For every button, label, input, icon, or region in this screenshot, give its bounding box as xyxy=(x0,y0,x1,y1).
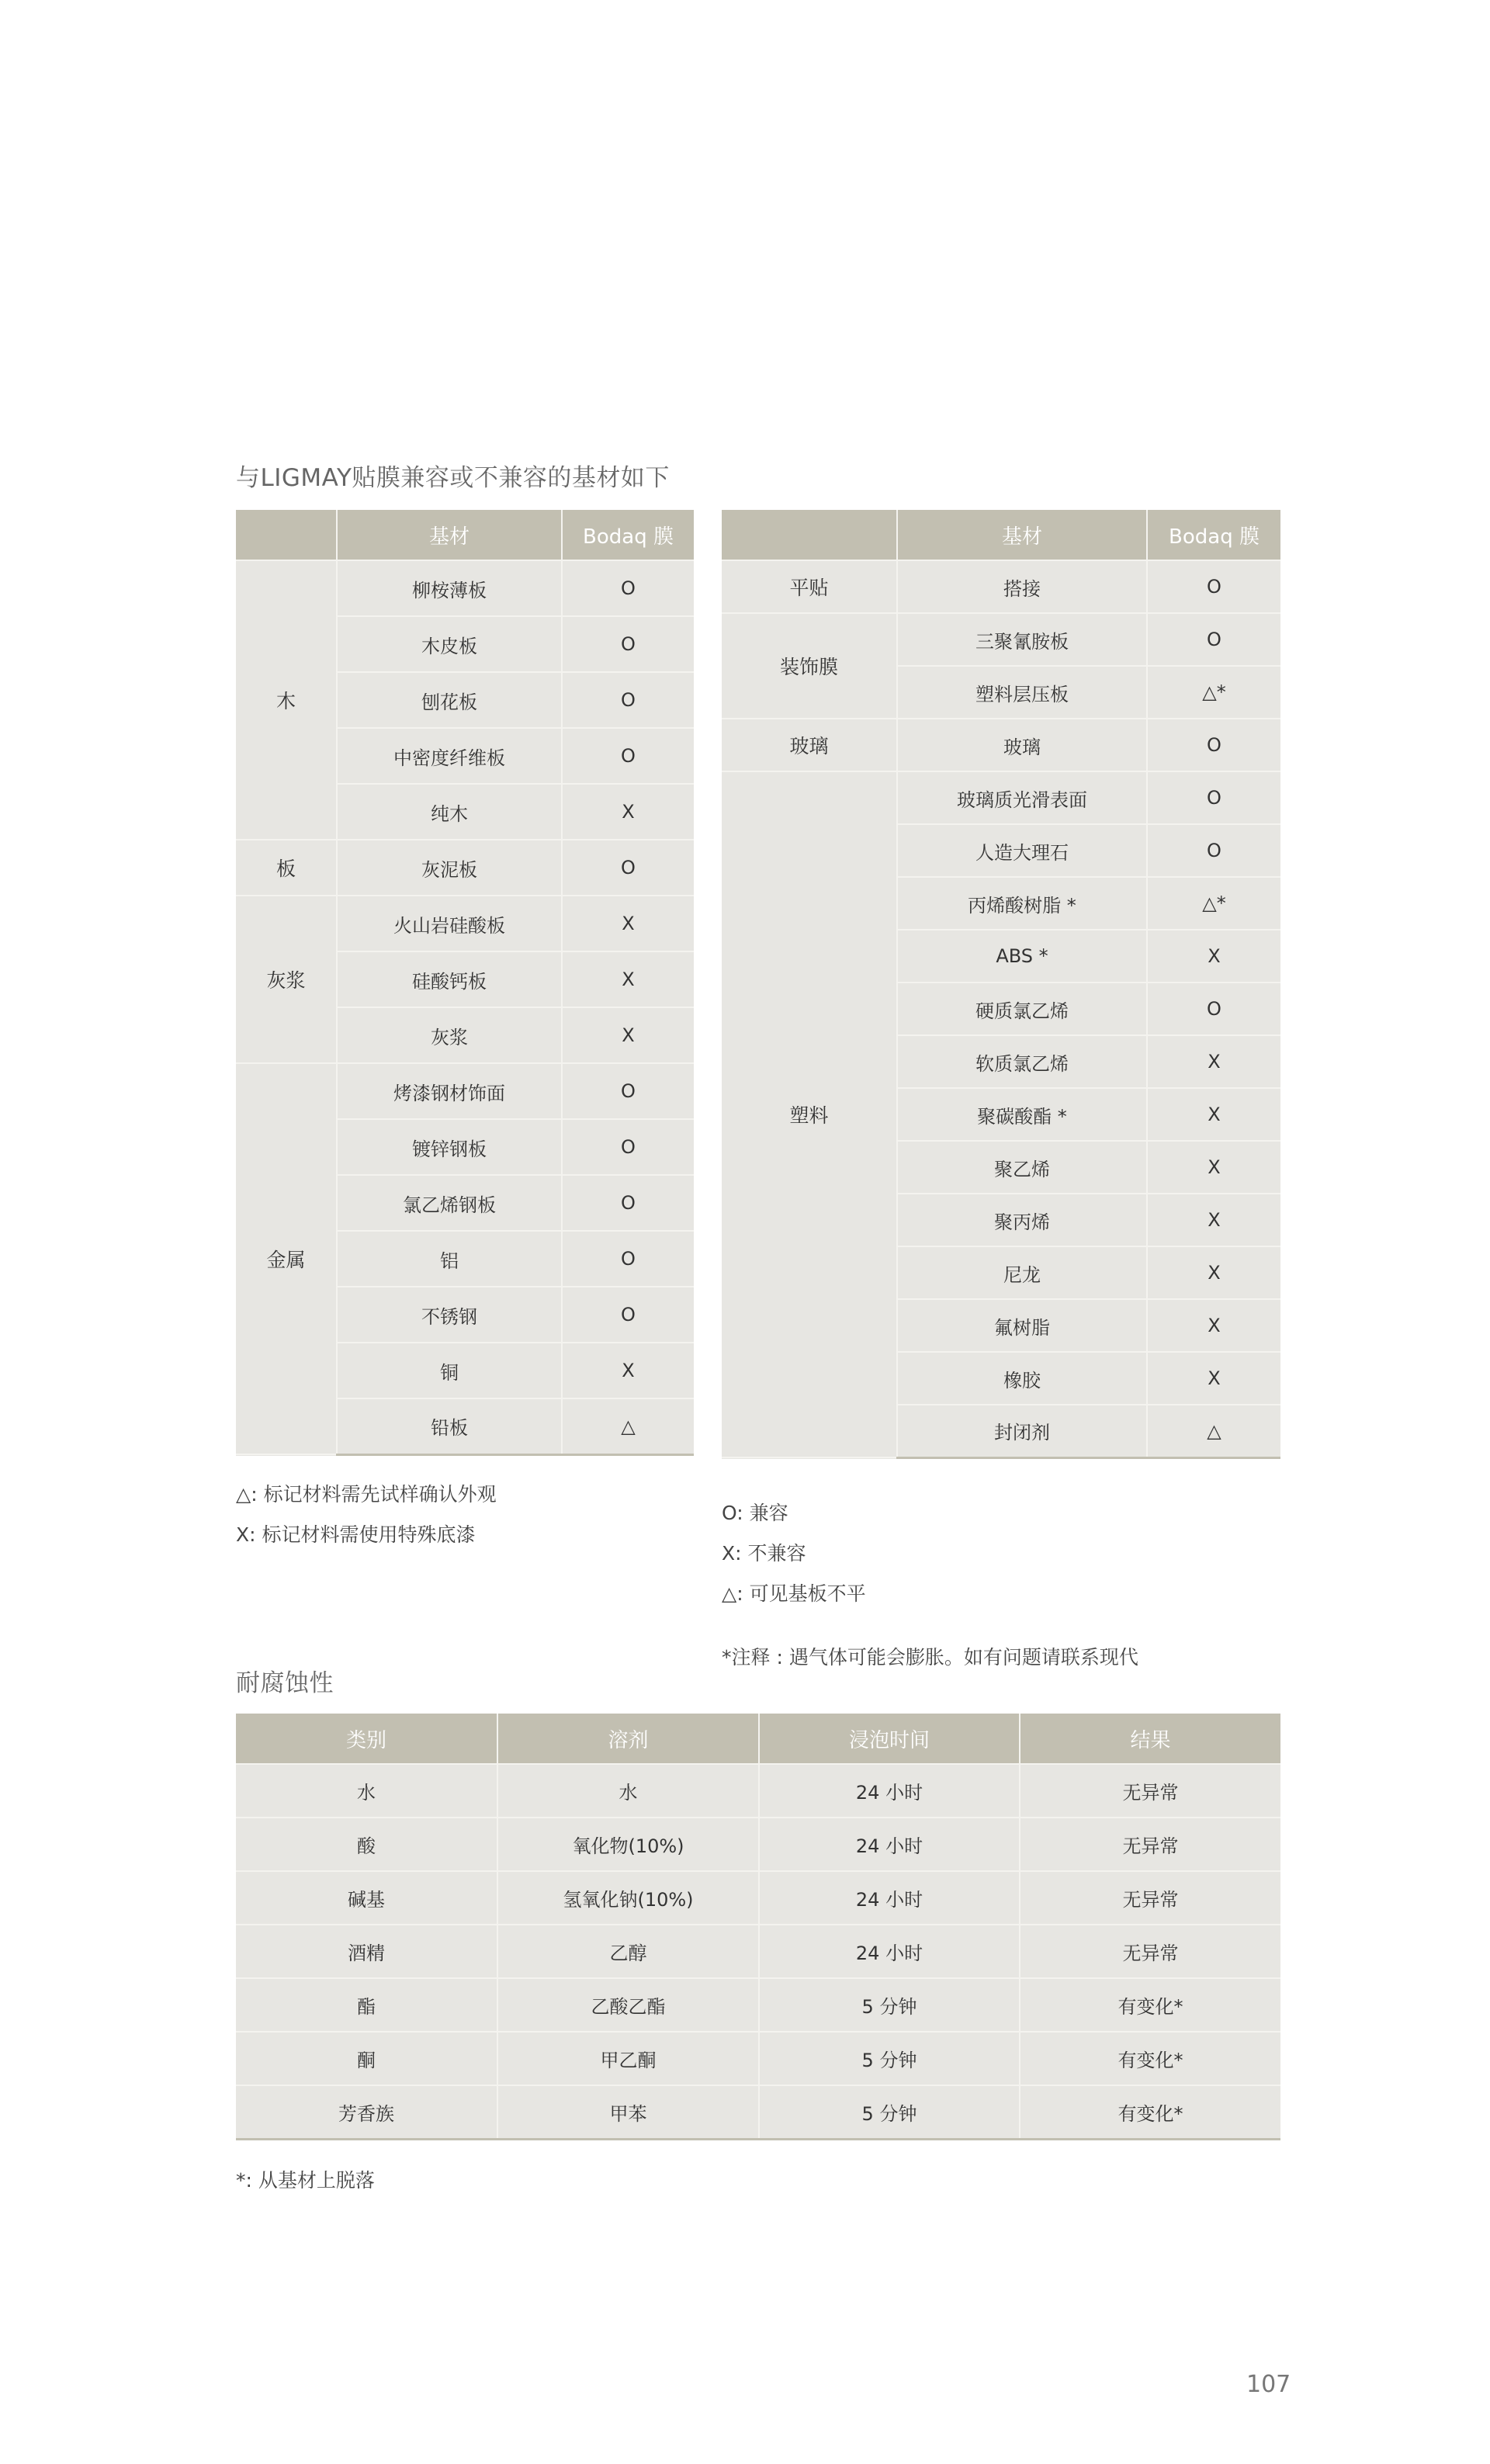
note-right-3: △: 可见基板不平 xyxy=(722,1582,866,1605)
corrosion-row xyxy=(236,1818,1280,1871)
right-row xyxy=(722,560,1280,613)
left-group-cell: 金属 xyxy=(236,1063,337,1454)
note-right-2: X: 不兼容 xyxy=(722,1542,806,1565)
left-compat-mark: X xyxy=(562,784,694,840)
right-group-cell: 平贴 xyxy=(722,560,897,613)
corrosion-result-cell: 有变化* xyxy=(1020,2085,1280,2139)
right-compat-mark: O xyxy=(1147,613,1280,666)
left-compat-table xyxy=(236,510,694,1456)
left-substrate-cell: 烤漆钢材饰面 xyxy=(337,1063,562,1119)
right-compat-mark: O xyxy=(1147,771,1280,824)
compat-footnote: *注释 : 遇气体可能会膨胀。如有问题请联系现代 xyxy=(722,1646,1138,1669)
page-number: 107 xyxy=(1246,2371,1291,2398)
left-compat-mark: O xyxy=(562,1119,694,1175)
left-substrate-cell: 镀锌钢板 xyxy=(337,1119,562,1175)
right-compat-mark: X xyxy=(1147,1035,1280,1088)
right-substrate-cell: 聚乙烯 xyxy=(897,1141,1147,1194)
right-compat-mark: △* xyxy=(1147,666,1280,719)
corrosion-result-cell: 无异常 xyxy=(1020,1764,1280,1818)
corrosion-solvent-cell: 甲乙酮 xyxy=(497,2032,759,2085)
right-compat-table xyxy=(722,510,1280,1459)
corrosion-title: 耐腐蚀性 xyxy=(236,1669,334,1697)
corrosion-result-cell: 有变化* xyxy=(1020,2032,1280,2085)
corrosion-footnote: *: 从基材上脱落 xyxy=(236,2169,375,2192)
corrosion-table xyxy=(236,1714,1280,2140)
corrosion-result-cell: 有变化* xyxy=(1020,1978,1280,2032)
corrosion-time-cell: 5 分钟 xyxy=(759,2032,1020,2085)
corrosion-header-result: 结果 xyxy=(1020,1714,1280,1764)
left-substrate-cell: 纯木 xyxy=(337,784,562,840)
corrosion-category-cell: 碱基 xyxy=(236,1871,497,1925)
note-left-2: X: 标记材料需使用特殊底漆 xyxy=(236,1523,476,1546)
left-substrate-cell: 刨花板 xyxy=(337,672,562,728)
left-header-blank xyxy=(236,510,337,560)
corrosion-row xyxy=(236,1978,1280,2032)
corrosion-time-cell: 24 小时 xyxy=(759,1871,1020,1925)
right-substrate-cell: 玻璃质光滑表面 xyxy=(897,771,1147,824)
left-substrate-cell: 铜 xyxy=(337,1343,562,1398)
corrosion-row xyxy=(236,2032,1280,2085)
corrosion-solvent-cell: 甲苯 xyxy=(497,2085,759,2139)
right-substrate-cell: 三聚氰胺板 xyxy=(897,613,1147,666)
left-header-film: Bodaq 膜 xyxy=(562,510,694,560)
left-row xyxy=(236,560,694,616)
right-compat-mark: X xyxy=(1147,1299,1280,1352)
corrosion-solvent-cell: 水 xyxy=(497,1764,759,1818)
corrosion-time-cell: 5 分钟 xyxy=(759,2085,1020,2139)
left-compat-mark: O xyxy=(562,1063,694,1119)
left-compat-mark: O xyxy=(562,840,694,896)
left-substrate-cell: 灰泥板 xyxy=(337,840,562,896)
left-substrate-cell: 木皮板 xyxy=(337,616,562,672)
left-substrate-cell: 铅板 xyxy=(337,1398,562,1454)
left-substrate-cell: 灰浆 xyxy=(337,1007,562,1063)
right-substrate-cell: 人造大理石 xyxy=(897,824,1147,877)
corrosion-header-time: 浸泡时间 xyxy=(759,1714,1020,1764)
right-substrate-cell: 玻璃 xyxy=(897,719,1147,771)
right-compat-mark: △ xyxy=(1147,1405,1280,1457)
right-compat-mark: O xyxy=(1147,719,1280,771)
corrosion-row xyxy=(236,1764,1280,1818)
right-header-blank xyxy=(722,510,897,560)
left-compat-mark: O xyxy=(562,672,694,728)
left-substrate-cell: 中密度纤维板 xyxy=(337,728,562,784)
left-compat-mark: O xyxy=(562,1175,694,1231)
corrosion-solvent-cell: 乙酸乙酯 xyxy=(497,1978,759,2032)
left-group-cell: 板 xyxy=(236,840,337,896)
right-substrate-cell: ABS * xyxy=(897,930,1147,982)
corrosion-row xyxy=(236,2085,1280,2139)
left-row xyxy=(236,896,694,951)
left-compat-mark: X xyxy=(562,1007,694,1063)
right-compat-mark: X xyxy=(1147,1194,1280,1246)
right-row xyxy=(722,771,1280,824)
right-compat-mark: X xyxy=(1147,1088,1280,1141)
right-substrate-cell: 聚碳酸酯 * xyxy=(897,1088,1147,1141)
left-group-cell: 木 xyxy=(236,560,337,840)
right-compat-mark: O xyxy=(1147,982,1280,1035)
left-compat-mark: O xyxy=(562,616,694,672)
right-substrate-cell: 软质氯乙烯 xyxy=(897,1035,1147,1088)
right-substrate-cell: 聚丙烯 xyxy=(897,1194,1147,1246)
corrosion-result-cell: 无异常 xyxy=(1020,1871,1280,1925)
right-substrate-cell: 氟树脂 xyxy=(897,1299,1147,1352)
left-compat-mark: O xyxy=(562,560,694,616)
corrosion-category-cell: 水 xyxy=(236,1764,497,1818)
corrosion-time-cell: 24 小时 xyxy=(759,1925,1020,1978)
note-right-1: O: 兼容 xyxy=(722,1502,788,1524)
right-substrate-cell: 搭接 xyxy=(897,560,1147,613)
left-substrate-cell: 柳桉薄板 xyxy=(337,560,562,616)
corrosion-row xyxy=(236,1925,1280,1978)
right-compat-mark: X xyxy=(1147,1246,1280,1299)
left-compat-mark: O xyxy=(562,1287,694,1343)
corrosion-solvent-cell: 氢氧化钠(10%) xyxy=(497,1871,759,1925)
right-compat-mark: X xyxy=(1147,1141,1280,1194)
corrosion-header-solvent: 溶剂 xyxy=(497,1714,759,1764)
right-substrate-cell: 塑料层压板 xyxy=(897,666,1147,719)
right-header-film: Bodaq 膜 xyxy=(1147,510,1280,560)
right-row xyxy=(722,719,1280,771)
right-substrate-cell: 封闭剂 xyxy=(897,1405,1147,1457)
left-substrate-cell: 硅酸钙板 xyxy=(337,951,562,1007)
right-compat-mark: X xyxy=(1147,1352,1280,1405)
left-compat-mark: X xyxy=(562,951,694,1007)
right-compat-mark: △* xyxy=(1147,877,1280,930)
left-group-cell: 灰浆 xyxy=(236,896,337,1063)
compat-title: 与LIGMAY贴膜兼容或不兼容的基材如下 xyxy=(236,464,670,492)
left-row xyxy=(236,1063,694,1119)
corrosion-category-cell: 酸 xyxy=(236,1818,497,1871)
right-compat-mark: O xyxy=(1147,824,1280,877)
corrosion-time-cell: 5 分钟 xyxy=(759,1978,1020,2032)
right-substrate-cell: 硬质氯乙烯 xyxy=(897,982,1147,1035)
corrosion-solvent-cell: 氧化物(10%) xyxy=(497,1818,759,1871)
left-compat-mark: △ xyxy=(562,1398,694,1454)
left-compat-mark: O xyxy=(562,1231,694,1287)
note-left-1: △: 标记材料需先试样确认外观 xyxy=(236,1483,497,1506)
corrosion-row xyxy=(236,1871,1280,1925)
corrosion-category-cell: 酯 xyxy=(236,1978,497,2032)
right-group-cell: 装饰膜 xyxy=(722,613,897,719)
right-compat-mark: O xyxy=(1147,560,1280,613)
left-substrate-cell: 不锈钢 xyxy=(337,1287,562,1343)
corrosion-category-cell: 酒精 xyxy=(236,1925,497,1978)
left-compat-mark: O xyxy=(562,728,694,784)
corrosion-time-cell: 24 小时 xyxy=(759,1818,1020,1871)
corrosion-result-cell: 无异常 xyxy=(1020,1925,1280,1978)
corrosion-result-cell: 无异常 xyxy=(1020,1818,1280,1871)
corrosion-category-cell: 芳香族 xyxy=(236,2085,497,2139)
left-compat-mark: X xyxy=(562,896,694,951)
right-substrate-cell: 橡胶 xyxy=(897,1352,1147,1405)
right-header-substrate: 基材 xyxy=(897,510,1147,560)
right-group-cell: 塑料 xyxy=(722,771,897,1457)
corrosion-time-cell: 24 小时 xyxy=(759,1764,1020,1818)
corrosion-category-cell: 酮 xyxy=(236,2032,497,2085)
left-substrate-cell: 氯乙烯钢板 xyxy=(337,1175,562,1231)
left-substrate-cell: 火山岩硅酸板 xyxy=(337,896,562,951)
right-group-cell: 玻璃 xyxy=(722,719,897,771)
right-row xyxy=(722,613,1280,666)
right-substrate-cell: 丙烯酸树脂 * xyxy=(897,877,1147,930)
left-header-substrate: 基材 xyxy=(337,510,562,560)
left-substrate-cell: 铝 xyxy=(337,1231,562,1287)
right-compat-mark: X xyxy=(1147,930,1280,982)
right-substrate-cell: 尼龙 xyxy=(897,1246,1147,1299)
left-compat-mark: X xyxy=(562,1343,694,1398)
corrosion-solvent-cell: 乙醇 xyxy=(497,1925,759,1978)
left-row xyxy=(236,840,694,896)
corrosion-header-category: 类别 xyxy=(236,1714,497,1764)
